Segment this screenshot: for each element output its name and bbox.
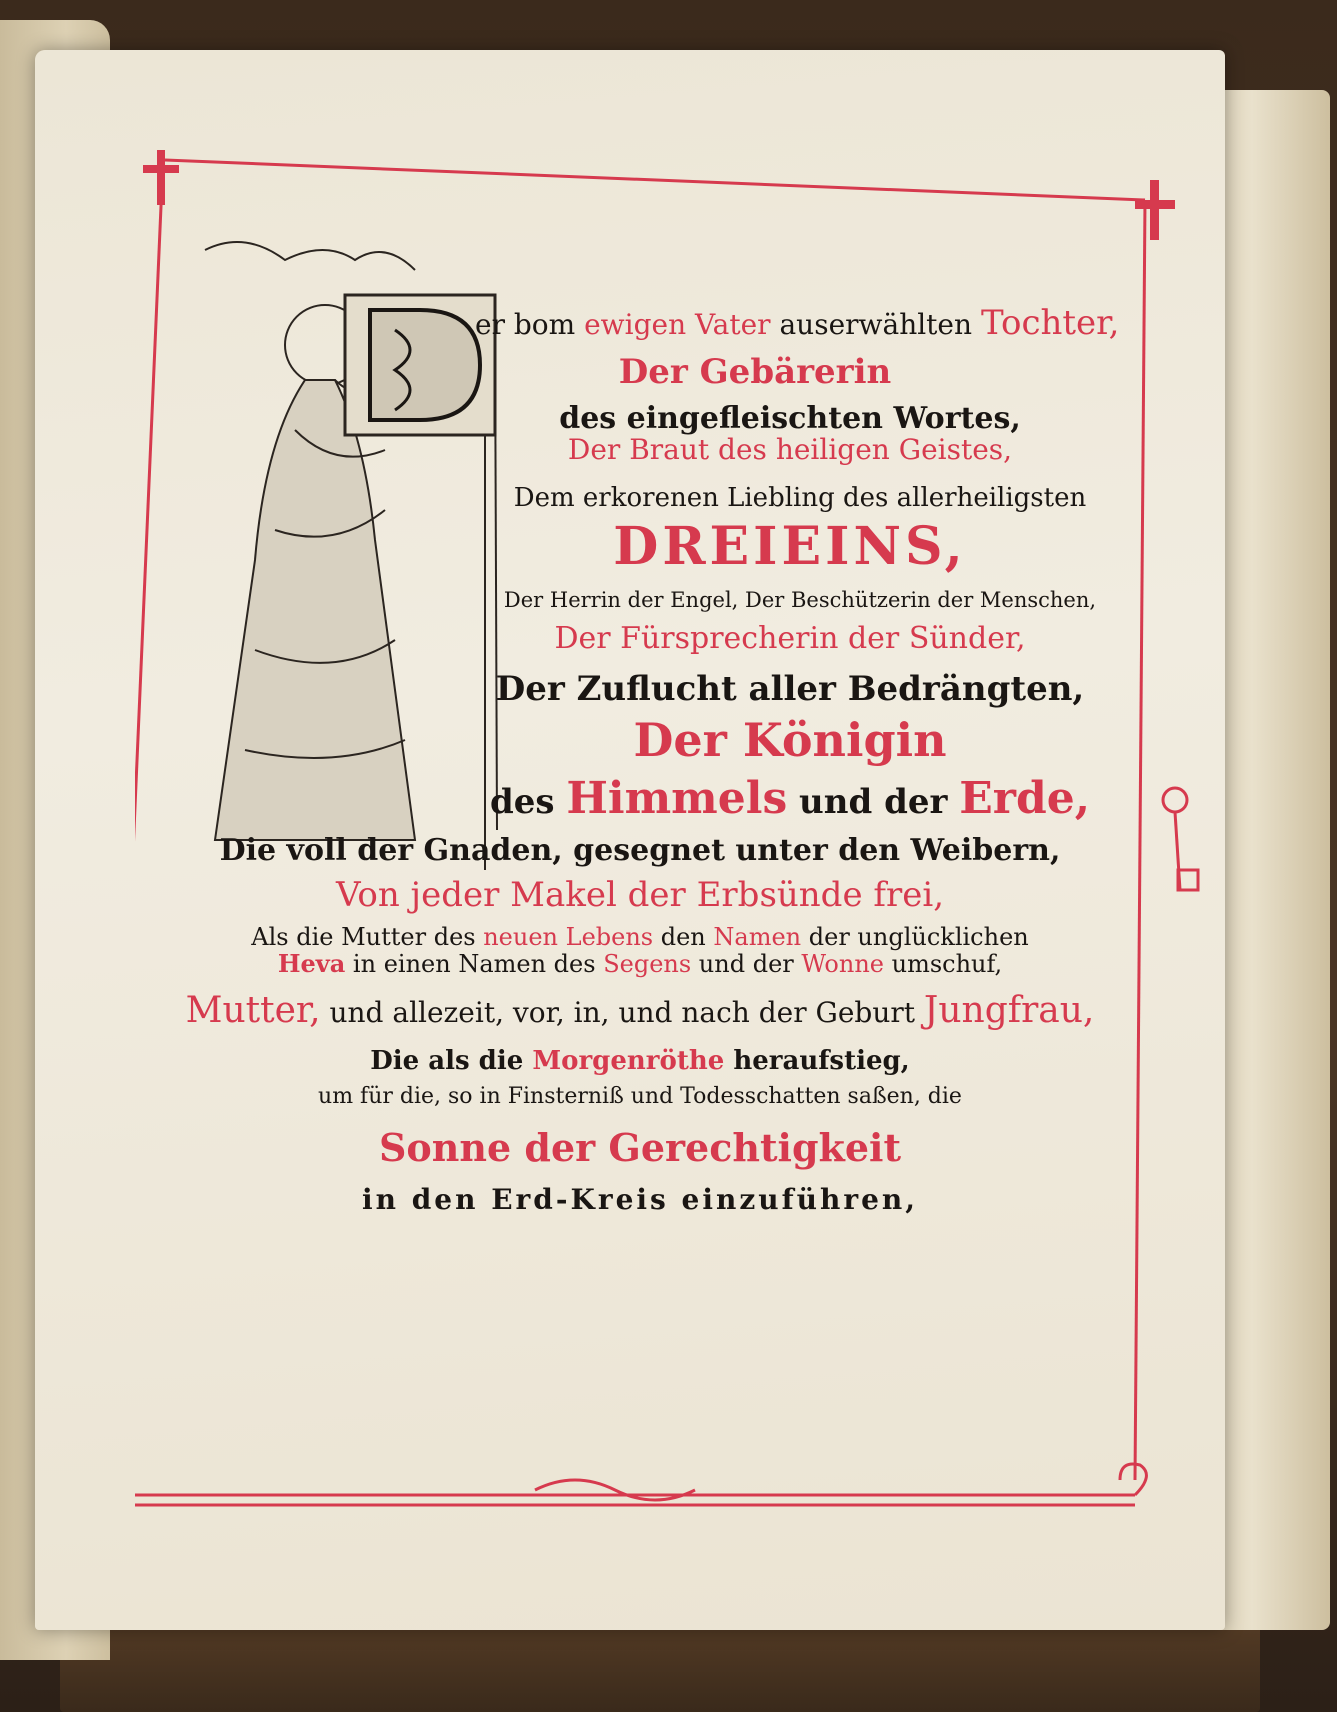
line-1 [475, 305, 1125, 342]
line-15 [155, 948, 1125, 978]
text-run: auserwählten [770, 308, 981, 341]
line-18: um für die, so in Finsterniß und Todesschatten saßen, die [318, 1084, 962, 1110]
text-run: Die als die [370, 1045, 533, 1076]
text-run: den [653, 923, 714, 952]
text-run: Wonne [801, 949, 884, 978]
text-run: der unglücklichen [801, 923, 1029, 952]
text-run: ewigen Vater [584, 308, 771, 341]
text-run: Jungfrau, [923, 990, 1095, 1031]
line-17 [155, 1047, 1125, 1076]
text-run: Morgenröthe [532, 1045, 725, 1076]
text-run: Mutter, [185, 990, 321, 1031]
key-icon [1163, 788, 1198, 890]
text-run: Tochter, [980, 303, 1120, 343]
text-run: und allezeit, vor, in, und nach der Geburt [320, 996, 924, 1029]
text-run: heraufstieg, [724, 1045, 910, 1076]
cross-icon [143, 150, 179, 205]
text-run: Namen [713, 923, 802, 952]
line-11 [455, 775, 1125, 823]
line-9: Der Zuflucht aller Bedrängten, [495, 669, 1085, 710]
text-run: des [489, 782, 567, 823]
line-3: des eingefleischten Wortes, [559, 400, 1021, 436]
line-19: Sonne der Gerechtigkeit [378, 1125, 902, 1171]
cross-icon [1135, 180, 1175, 240]
line-2: Der Gebärerin [618, 352, 892, 393]
line-7: Der Herrin der Engel, Der Beschützerin der Menschen, [503, 588, 1097, 613]
text-run: und der [787, 782, 960, 823]
text-run: Erde, [959, 773, 1091, 825]
book-page [35, 50, 1225, 1630]
dedication-text [155, 305, 1125, 1216]
text-run: umschuf, [883, 949, 1003, 978]
line-6: DREIEINS, [613, 516, 967, 578]
text-run: Als die Mutter des [251, 923, 484, 952]
line-20: in den Erd-Kreis einzuführen, [361, 1183, 919, 1217]
line-13: Von jeder Makel der Erbsünde frei, [335, 874, 945, 915]
line-4: Der Braut des heiligen Geistes, [567, 432, 1013, 466]
line-12: Die voll der Gnaden, gesegnet unter den Weibern, [219, 832, 1061, 868]
text-run: Heva [277, 948, 346, 978]
line-10: Der Königin [633, 712, 947, 767]
line-5: Dem erkorenen Liebling des allerheiligsten [513, 482, 1087, 513]
text-run: er bom [475, 308, 585, 341]
text-run: in einen Namen des [345, 949, 604, 978]
line-16 [155, 991, 1125, 1031]
line-14 [155, 924, 1125, 950]
text-run: und der [691, 949, 802, 978]
text-run: Segens [603, 949, 692, 978]
text-run: neuen Lebens [483, 923, 654, 952]
line-8: Der Fürsprecherin der Sünder, [554, 621, 1026, 657]
text-run: Himmels [566, 773, 788, 825]
